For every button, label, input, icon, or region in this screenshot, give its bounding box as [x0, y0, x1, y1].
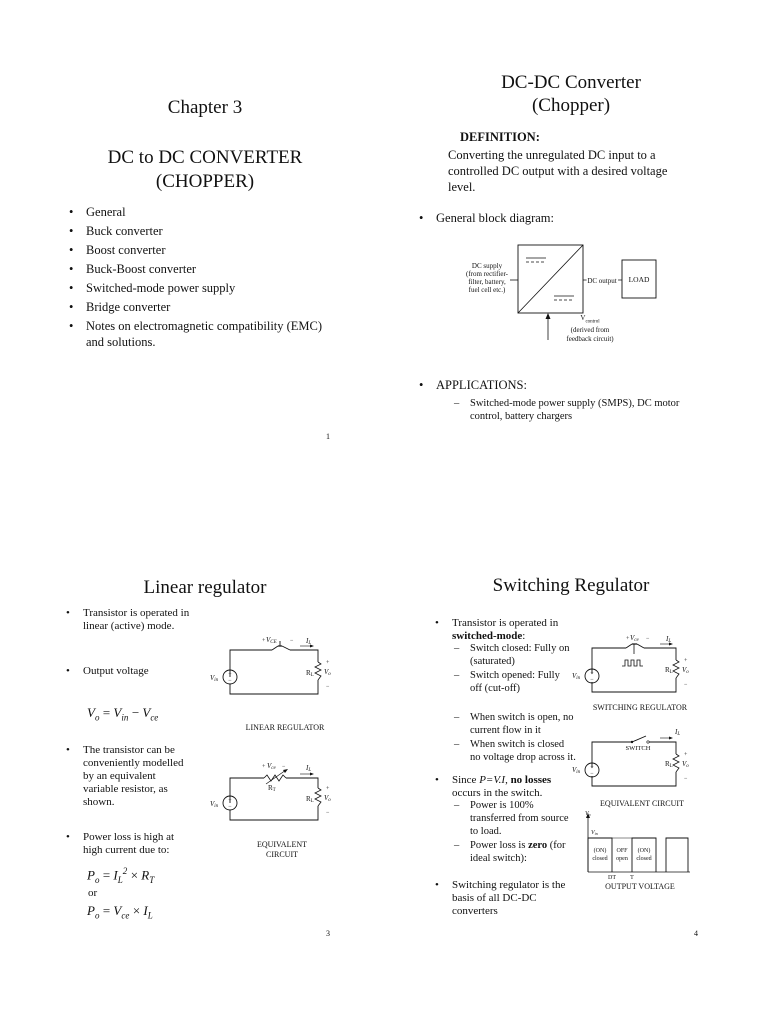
svg-text:−: − [684, 682, 688, 688]
svg-text:−: − [228, 804, 232, 810]
svg-text:VCE: VCE [266, 636, 277, 645]
list-item: • Transistor is operated in switched-mode: [432, 617, 567, 643]
output-voltage-waveform [578, 810, 698, 880]
pulse-2 [632, 838, 656, 872]
svg-text:Vce: Vce [630, 634, 639, 643]
list-item: – Switch opened: Fully off (cut-off) [452, 669, 572, 695]
svg-text:IL: IL [675, 728, 681, 737]
svg-text:+: + [262, 764, 266, 770]
slide4-bullet-3 [432, 879, 567, 918]
bullet-applications [416, 377, 696, 393]
svg-text:closed: closed [592, 856, 608, 862]
svg-text:Vo: Vo [585, 811, 591, 817]
svg-text:−: − [646, 636, 650, 642]
svg-text:T: T [630, 875, 634, 881]
svg-text:+: + [590, 765, 594, 771]
list-item: • Buck converter [66, 223, 336, 239]
list-item: • Power loss is high at high current due to: [63, 831, 193, 857]
slide4-sublist-3 [452, 799, 577, 865]
svg-text:RL: RL [665, 666, 673, 675]
svg-text:IL: IL [306, 764, 312, 773]
transistor-icon [626, 644, 632, 648]
svg-text:−: − [326, 810, 330, 816]
resistor-icon [315, 788, 321, 806]
caption-equivalent-circuit: EQUIVALENT CIRCUIT [256, 840, 308, 859]
linear-regulator-circuit [210, 632, 350, 712]
list-item: • Transistor is operated in linear (active) mode. [63, 607, 193, 633]
dc-supply-label-3: filter, battery, [468, 278, 506, 286]
svg-text:+: + [684, 658, 688, 664]
svg-text:Vin: Vin [572, 766, 581, 775]
list-item: – Power loss is zero (for ideal switch): [452, 839, 577, 865]
svg-text:+: + [590, 671, 594, 677]
dc-supply-label-4: fuel cell etc.) [468, 286, 506, 294]
dc-supply-label-1: DC supply [471, 262, 503, 270]
linear-equivalent-circuit [210, 758, 350, 838]
svg-text:IL: IL [306, 637, 312, 646]
list-item: • Switching regulator is the basis of all DC-DC converters [432, 879, 567, 918]
svg-text:closed: closed [636, 856, 652, 862]
svg-text:open: open [616, 856, 628, 862]
svg-text:Vin: Vin [210, 800, 219, 809]
slide3-bullet-1 [63, 607, 193, 633]
svg-text:Vin: Vin [210, 674, 219, 683]
list-item: • The transistor can be conveniently modelled by an equivalent variable resistor, as shown. [63, 744, 193, 809]
chapter-label: Chapter 3 [167, 97, 243, 118]
slide1-title-line2: (CHOPPER) [155, 171, 255, 192]
list-item: – Power is 100% transferred from source to load. [452, 799, 577, 838]
slide4-bullet-2 [432, 774, 567, 800]
svg-text:−: − [684, 776, 688, 782]
list-item: • Output voltage [63, 665, 193, 678]
svg-text:(ON): (ON) [593, 848, 607, 854]
equation-output-voltage: $V_o = V_{in} - V_{ce}$ [87, 705, 159, 723]
definition-text: Converting the unregulated DC input to a controlled DC output with a desired voltage level. [448, 148, 668, 194]
caption-linear-regulator: LINEAR REGULATOR [245, 723, 325, 732]
svg-text:RT: RT [268, 784, 276, 793]
svg-text:Vin: Vin [572, 672, 581, 681]
pulse-icon [622, 660, 643, 666]
svg-text:+: + [684, 752, 688, 758]
list-item: – When switch is closed no voltage drop across it. [452, 738, 577, 764]
resistor-icon [673, 660, 679, 678]
converter-diagonal [518, 245, 583, 313]
load-label: LOAD [628, 275, 650, 284]
list-item: – Switched-mode power supply (SMPS), DC motor control, battery chargers [452, 397, 707, 423]
svg-text:+: + [326, 786, 330, 792]
svg-text:+: + [326, 660, 330, 666]
slide2-title-line2: (Chopper) [531, 95, 611, 116]
equation-power-loss-1: $P_o = I_L^2 \times R_T$ [87, 866, 155, 885]
svg-text:OFF: OFF [616, 848, 628, 854]
svg-text:Vo: Vo [324, 668, 331, 677]
svg-text:RL: RL [306, 669, 314, 678]
list-item: – Switch closed: Fully on (saturated) [452, 642, 572, 668]
list-item: • Buck-Boost converter [66, 261, 336, 277]
svg-text:Vo: Vo [682, 666, 689, 675]
svg-text:+: + [228, 672, 232, 678]
svg-text:+: + [262, 638, 266, 644]
svg-text:IL: IL [666, 635, 672, 644]
equation-power-loss-2: $P_o = V_{ce} \times I_L$ [87, 903, 153, 921]
svg-text:DT: DT [608, 875, 616, 881]
list-item: • Since P=V.I, no losses occurs in the switch. [432, 774, 567, 800]
slide3-bullet-4 [63, 831, 193, 857]
svg-text:−: − [590, 677, 594, 683]
svg-text:Vin: Vin [591, 830, 598, 836]
svg-text:−: − [282, 764, 286, 770]
resistor-icon [673, 754, 679, 772]
slide3-bullet-2 [63, 665, 193, 678]
caption-equivalent-circuit: EQUIVALENT CIRCUIT [600, 799, 684, 808]
definition-heading: DEFINITION: [460, 130, 540, 144]
slide4-sublist-2 [452, 711, 577, 764]
slide2-title-line1: DC-DC Converter [501, 72, 641, 93]
svg-text:Vce: Vce [267, 762, 276, 771]
list-item: • Boost converter [66, 242, 336, 258]
list-item: • APPLICATIONS: [416, 377, 696, 393]
switch-icon [632, 736, 646, 742]
slide1-bullet-list [66, 204, 336, 350]
list-item: • General block diagram: [416, 210, 696, 226]
switching-regulator-circuit [572, 632, 702, 707]
slide4-sublist-1 [452, 642, 572, 695]
svg-text:−: − [326, 684, 330, 690]
slide3-bullet-3 [63, 744, 193, 809]
svg-text:−: − [290, 638, 294, 644]
svg-text:RL: RL [306, 795, 314, 804]
svg-text:−: − [228, 678, 232, 684]
slide3-title: Linear regulator [143, 577, 267, 598]
svg-text:+: + [228, 798, 232, 804]
page-number: 1 [326, 432, 330, 441]
list-item: • Bridge converter [66, 299, 336, 315]
svg-text:Vo: Vo [682, 760, 689, 769]
list-item: • General [66, 204, 336, 220]
applications-list [452, 397, 707, 423]
list-item: • Switched-mode power supply [66, 280, 336, 296]
list-item: • Notes on electromagnetic compatibility (EMC) and solutions. [66, 318, 336, 350]
svg-text:−: − [590, 771, 594, 777]
bullet-block-diagram [416, 210, 696, 226]
caption-switching-regulator: SWITCHING REGULATOR [592, 703, 688, 712]
resistor-icon [315, 662, 321, 680]
dc-supply-label-2: (from rectifier- [465, 270, 509, 278]
list-item: – When switch is open, no current flow in it [452, 711, 577, 737]
pulse-3 [666, 838, 688, 872]
svg-text:RL: RL [665, 760, 673, 769]
svg-text:(ON): (ON) [637, 848, 651, 854]
switching-equivalent-circuit [572, 726, 702, 801]
dc-output-label: DC output [587, 277, 617, 285]
slide4-title: Switching Regulator [492, 575, 650, 596]
pulse-1 [588, 838, 612, 872]
switch-label: SWITCH [625, 745, 651, 752]
page-number: 3 [326, 929, 330, 938]
equation-or: or [88, 887, 98, 899]
svg-text:Vo: Vo [324, 794, 331, 803]
page-number: 4 [694, 929, 698, 938]
caption-output-voltage: OUTPUT VOLTAGE [605, 882, 675, 891]
slide4-bullet-1 [432, 617, 567, 643]
vcontrol-label: $V_{control}$ (derived from feedback circuit) [566, 314, 614, 344]
svg-text:+: + [626, 636, 630, 642]
slide1-title-line1: DC to DC CONVERTER [107, 147, 303, 168]
